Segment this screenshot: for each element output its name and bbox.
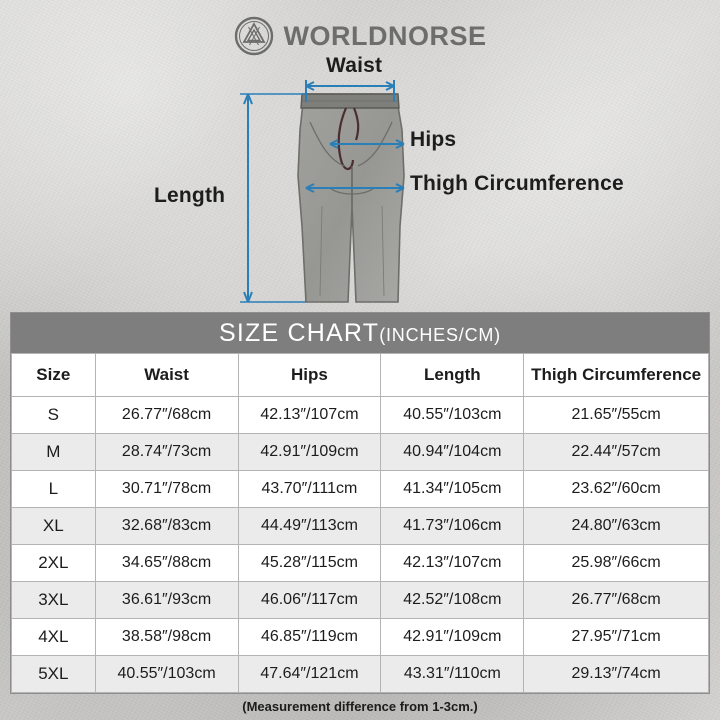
label-hips: Hips: [410, 128, 457, 151]
cell-hips: 42.91″/109cm: [238, 434, 381, 471]
cell-length: 42.91″/109cm: [381, 619, 524, 656]
table-row: [12, 471, 709, 508]
cell-length: 40.55″/103cm: [381, 397, 524, 434]
cell-waist: 30.71″/78cm: [95, 471, 238, 508]
cell-size: S: [12, 397, 96, 434]
size-chart-table: [11, 353, 709, 693]
cell-length: 41.34″/105cm: [381, 471, 524, 508]
table-row: [12, 619, 709, 656]
table-row: [12, 434, 709, 471]
cell-size: 3XL: [12, 582, 96, 619]
measurement-diagram: [0, 56, 720, 311]
cell-length: 41.73″/106cm: [381, 508, 524, 545]
cell-hips: 46.06″/117cm: [238, 582, 381, 619]
cell-size: 5XL: [12, 656, 96, 693]
table-header-row: [12, 354, 709, 397]
cell-waist: 28.74″/73cm: [95, 434, 238, 471]
table-row: [12, 545, 709, 582]
cell-thigh: 23.62″/60cm: [524, 471, 709, 508]
cell-size: L: [12, 471, 96, 508]
cell-thigh: 25.98″/66cm: [524, 545, 709, 582]
cell-thigh: 29.13″/74cm: [524, 656, 709, 693]
column-header-waist: Waist: [95, 354, 238, 397]
cell-waist: 38.58″/98cm: [95, 619, 238, 656]
column-header-length: Length: [381, 354, 524, 397]
cell-thigh: 21.65″/55cm: [524, 397, 709, 434]
cell-hips: 44.49″/113cm: [238, 508, 381, 545]
length-measure-line: [240, 94, 306, 302]
label-thigh-circumference: Thigh Circumference: [410, 172, 624, 195]
cell-waist: 40.55″/103cm: [95, 656, 238, 693]
cell-size: 2XL: [12, 545, 96, 582]
size-chart-table-wrapper: [10, 312, 710, 694]
cell-hips: 45.28″/115cm: [238, 545, 381, 582]
brand-header: [0, 16, 720, 56]
table-row: [12, 656, 709, 693]
column-header-thigh: Thigh Circumference: [524, 354, 709, 397]
cell-length: 43.31″/110cm: [381, 656, 524, 693]
cell-waist: 26.77″/68cm: [95, 397, 238, 434]
label-length: Length: [154, 184, 226, 207]
cell-hips: 43.70″/111cm: [238, 471, 381, 508]
cell-thigh: 22.44″/57cm: [524, 434, 709, 471]
table-row: [12, 508, 709, 545]
cell-hips: 46.85″/119cm: [238, 619, 381, 656]
cell-size: XL: [12, 508, 96, 545]
measurement-note: (Measurement difference from 1-3cm.): [242, 699, 478, 714]
cell-waist: 32.68″/83cm: [95, 508, 238, 545]
label-waist: Waist: [326, 54, 383, 77]
cell-thigh: 24.80″/63cm: [524, 508, 709, 545]
cell-length: 42.52″/108cm: [381, 582, 524, 619]
cell-thigh: 27.95″/71cm: [524, 619, 709, 656]
column-header-size: Size: [12, 354, 96, 397]
size-chart-title-units: (INCHES/CM): [379, 325, 501, 345]
brand-name: WORLDNORSE: [283, 20, 487, 51]
size-chart-title: [11, 313, 709, 353]
cell-thigh: 26.77″/68cm: [524, 582, 709, 619]
cell-waist: 36.61″/93cm: [95, 582, 238, 619]
table-row: [12, 582, 709, 619]
cell-length: 42.13″/107cm: [381, 545, 524, 582]
valknut-circle-icon: [234, 16, 274, 56]
cell-hips: 47.64″/121cm: [238, 656, 381, 693]
column-header-hips: Hips: [238, 354, 381, 397]
cell-size: M: [12, 434, 96, 471]
size-chart-title-main: SIZE CHART: [219, 319, 380, 347]
table-row: [12, 397, 709, 434]
cell-length: 40.94″/104cm: [381, 434, 524, 471]
cell-hips: 42.13″/107cm: [238, 397, 381, 434]
cell-size: 4XL: [12, 619, 96, 656]
cell-waist: 34.65″/88cm: [95, 545, 238, 582]
